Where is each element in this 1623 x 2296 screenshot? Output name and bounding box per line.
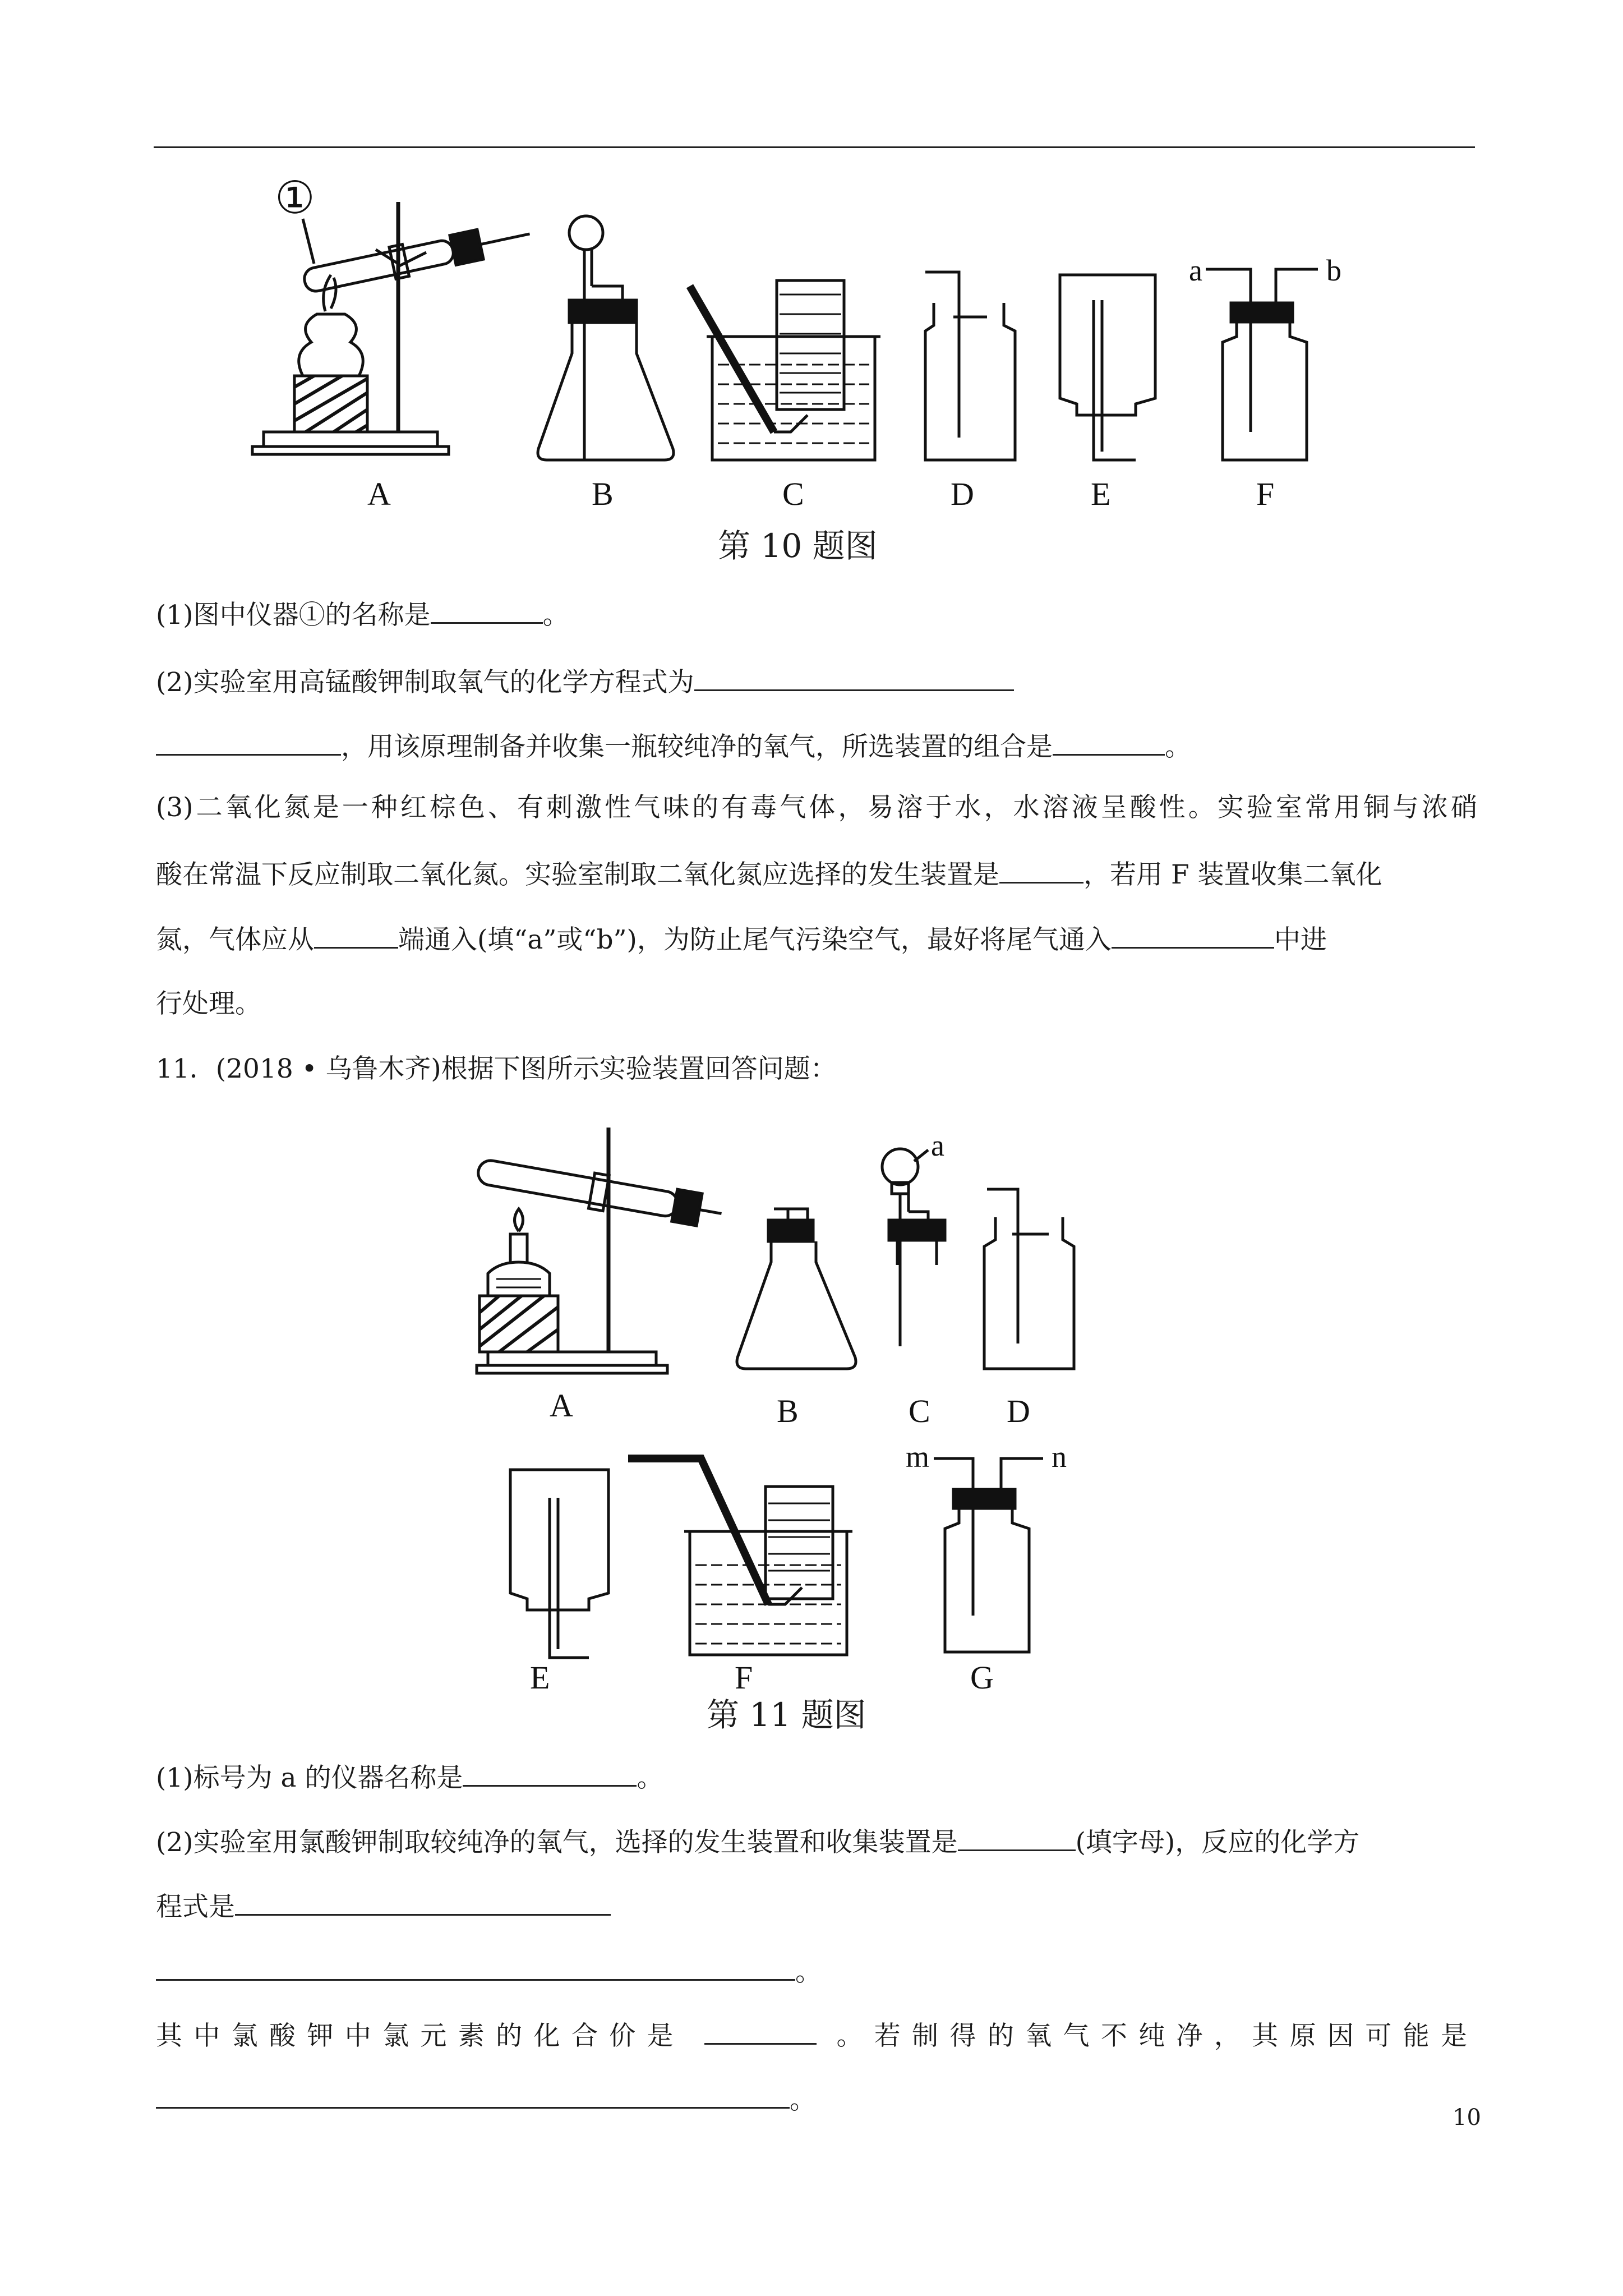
apparatus-e bbox=[1060, 275, 1155, 460]
label-B: B bbox=[592, 476, 614, 512]
apparatus-a bbox=[252, 174, 533, 454]
q11-intro: 11．(2018 • 乌鲁木齐)根据下图所示实验装置回答问题： bbox=[156, 1053, 837, 1084]
label-circle-1: ① bbox=[275, 174, 315, 223]
q10-part2: (2)实验室用高锰酸钾制取氧气的化学方程式为 bbox=[156, 665, 1014, 700]
label-C: C bbox=[782, 476, 804, 512]
label-D: D bbox=[951, 476, 974, 512]
label-port-n: n bbox=[1052, 1440, 1067, 1474]
apparatus-e bbox=[510, 1470, 608, 1658]
label-F: F bbox=[735, 1659, 753, 1694]
apparatus-g bbox=[906, 1440, 1067, 1652]
q10-part3-line3: 氮，气体应从 端通入(填“a”或“b”)，为防止尾气污染空气，最好将尾气通入 中进 bbox=[156, 922, 1327, 957]
q10-part3-line1: (3)二氧化氮是一种红棕色、有刺激性气味的有毒气体，易溶于水，水溶液呈酸性。实验室常用铜与浓硝 bbox=[156, 792, 1477, 823]
q11-part2-line2: 程式是 bbox=[156, 1889, 611, 1924]
q11-part3-line2: 。 bbox=[156, 2082, 816, 2117]
label-D: D bbox=[1007, 1393, 1030, 1429]
answer-blank[interactable] bbox=[1053, 729, 1165, 756]
header-rule bbox=[154, 146, 1475, 148]
q10-part2-cont: ，用该原理制备并收集一瓶较纯净的氧气，所选装置的组合是 。 bbox=[156, 729, 1191, 764]
label-funnel-a: a bbox=[931, 1129, 944, 1162]
answer-blank[interactable] bbox=[958, 1825, 1076, 1851]
label-E: E bbox=[530, 1659, 550, 1694]
label-port-b: b bbox=[1326, 254, 1341, 287]
answer-blank[interactable] bbox=[235, 1889, 611, 1916]
q10-figure bbox=[241, 168, 1396, 527]
q11-part1: (1)标号为 a 的仪器名称是 。 bbox=[156, 1760, 663, 1795]
apparatus-c bbox=[690, 280, 880, 460]
apparatus-d bbox=[984, 1189, 1074, 1369]
label-port-m: m bbox=[906, 1440, 930, 1474]
q11-part2-line1: (2)实验室用氯酸钾制取较纯净的氧气，选择的发生装置和收集装置是 (填字母)，反应的化学方 bbox=[156, 1825, 1359, 1860]
apparatus-b bbox=[737, 1209, 856, 1369]
label-port-a: a bbox=[1189, 254, 1202, 287]
q10-part1: (1)图中仪器①的名称是 。 bbox=[156, 597, 569, 632]
q10-caption: 第 10 题图 bbox=[718, 527, 878, 565]
label-B: B bbox=[777, 1393, 799, 1429]
apparatus-f bbox=[628, 1458, 852, 1655]
answer-blank[interactable] bbox=[999, 857, 1083, 884]
q10-part3-line4: 行处理。 bbox=[156, 988, 261, 1019]
q11-part3-line1: 其中氯酸钾中氯元素的化合价是 。若制得的氧气不纯净，其原因可能是 bbox=[156, 2018, 1477, 2053]
answer-blank[interactable] bbox=[314, 922, 398, 949]
answer-blank[interactable] bbox=[156, 2082, 790, 2109]
answer-blank[interactable] bbox=[431, 597, 543, 624]
label-A: A bbox=[367, 476, 391, 512]
answer-blank[interactable] bbox=[694, 665, 1014, 691]
answer-blank[interactable] bbox=[156, 1954, 795, 1981]
q11-part2-line3: 。 bbox=[156, 1954, 822, 1989]
label-G: G bbox=[970, 1659, 994, 1694]
apparatus-c bbox=[882, 1129, 945, 1346]
q10-part3-line2: 酸在常温下反应制取二氧化氮。实验室制取二氧化氮应选择的发生装置是 ，若用 F 装置收集二氧化 bbox=[156, 857, 1382, 892]
q11-caption: 第 11 题图 bbox=[707, 1696, 866, 1734]
answer-blank[interactable] bbox=[704, 2018, 817, 2045]
page-number: 10 bbox=[1453, 2105, 1481, 2131]
q11-figure bbox=[465, 1116, 1150, 1694]
answer-blank[interactable] bbox=[463, 1760, 637, 1787]
answer-blank[interactable] bbox=[156, 729, 341, 756]
apparatus-b bbox=[538, 216, 674, 460]
label-F: F bbox=[1256, 476, 1275, 512]
answer-blank[interactable] bbox=[1112, 922, 1274, 949]
apparatus-d bbox=[925, 272, 1015, 460]
apparatus-f bbox=[1189, 254, 1341, 460]
label-C: C bbox=[909, 1393, 930, 1429]
label-E: E bbox=[1091, 476, 1111, 512]
apparatus-a bbox=[476, 1128, 725, 1373]
label-A: A bbox=[550, 1387, 573, 1424]
